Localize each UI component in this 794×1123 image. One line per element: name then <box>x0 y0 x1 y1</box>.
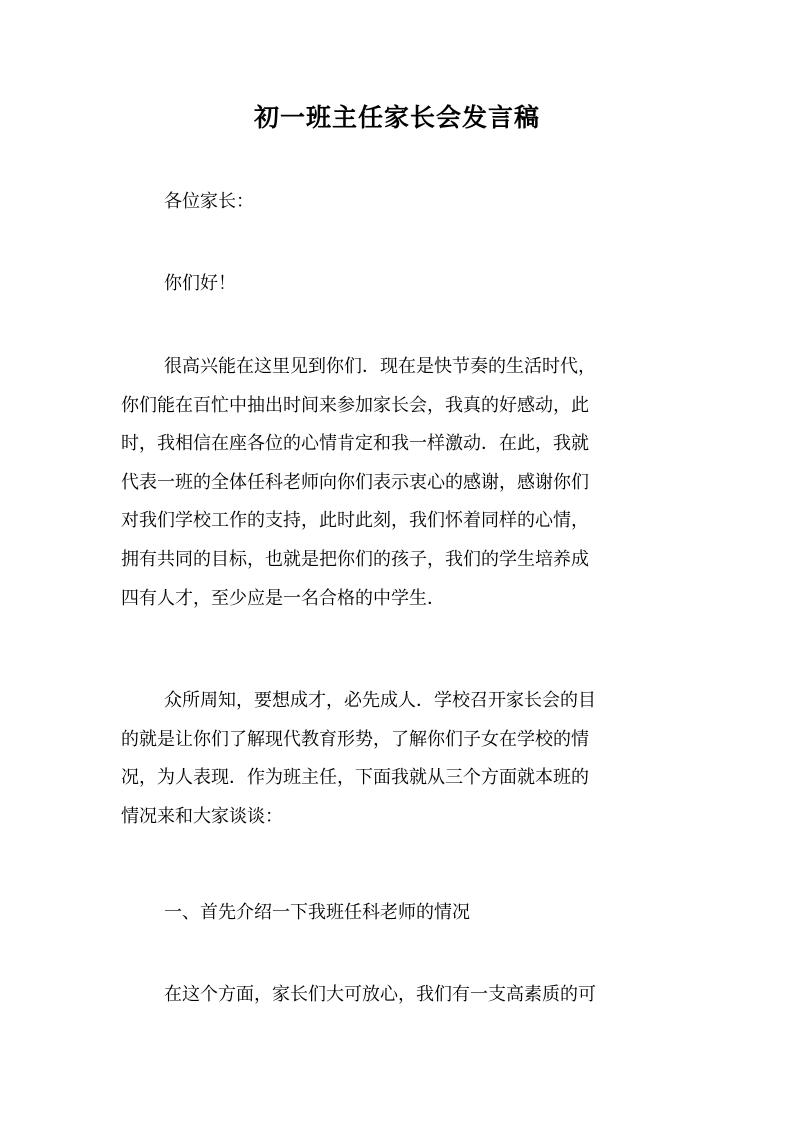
text-line: 对我们学校工作的支持，此时此刻，我们怀着同样的心情， <box>121 510 589 532</box>
body-paragraph-2 <box>121 682 673 836</box>
text-line: 各位家长： <box>164 191 254 212</box>
salutation-paragraph <box>121 265 673 304</box>
text-line: 的就是让你们了解现代教育形势，了解你们子女在学校的情 <box>121 728 589 750</box>
body-paragraph-3 <box>121 976 673 1015</box>
text-line: 时，我相信在座各位的心情肯定和我一样激动．在此，我就 <box>121 433 589 455</box>
text-line: 四有人才，至少应是一名合格的中学生． <box>121 587 445 609</box>
greeting-paragraph <box>121 183 673 222</box>
text-line: 况，为人表现．作为班主任，下面我就从三个方面就本班的 <box>121 767 589 789</box>
text-line: 在这个方面，家长们大可放心，我们有一支高素质的可 <box>164 984 596 1005</box>
text-line: 你们能在百忙中抽出时间来参加家长会，我真的好感动，此 <box>121 394 589 416</box>
text-line: 代表一班的全体任科老师向你们表示衷心的感谢，感谢你们 <box>121 471 589 493</box>
text-line: 很高兴能在这里见到你们．现在是快节奏的生活时代， <box>164 356 596 377</box>
body-paragraph-1 <box>121 348 673 618</box>
text-line: 拥有共同的目标，也就是把你们的孩子，我们的学生培养成 <box>121 548 589 570</box>
text-line: 众所周知，要想成才，必先成人．学校召开家长会的目 <box>164 690 596 711</box>
text-line: 你们好！ <box>164 273 236 294</box>
document-title: 初一班主任家长会发言稿 <box>253 103 540 132</box>
text-line: 一、首先介绍一下我班任科老师的情况 <box>164 902 470 923</box>
text-line: 情况来和大家谈谈： <box>121 805 283 827</box>
section-heading <box>121 894 673 933</box>
